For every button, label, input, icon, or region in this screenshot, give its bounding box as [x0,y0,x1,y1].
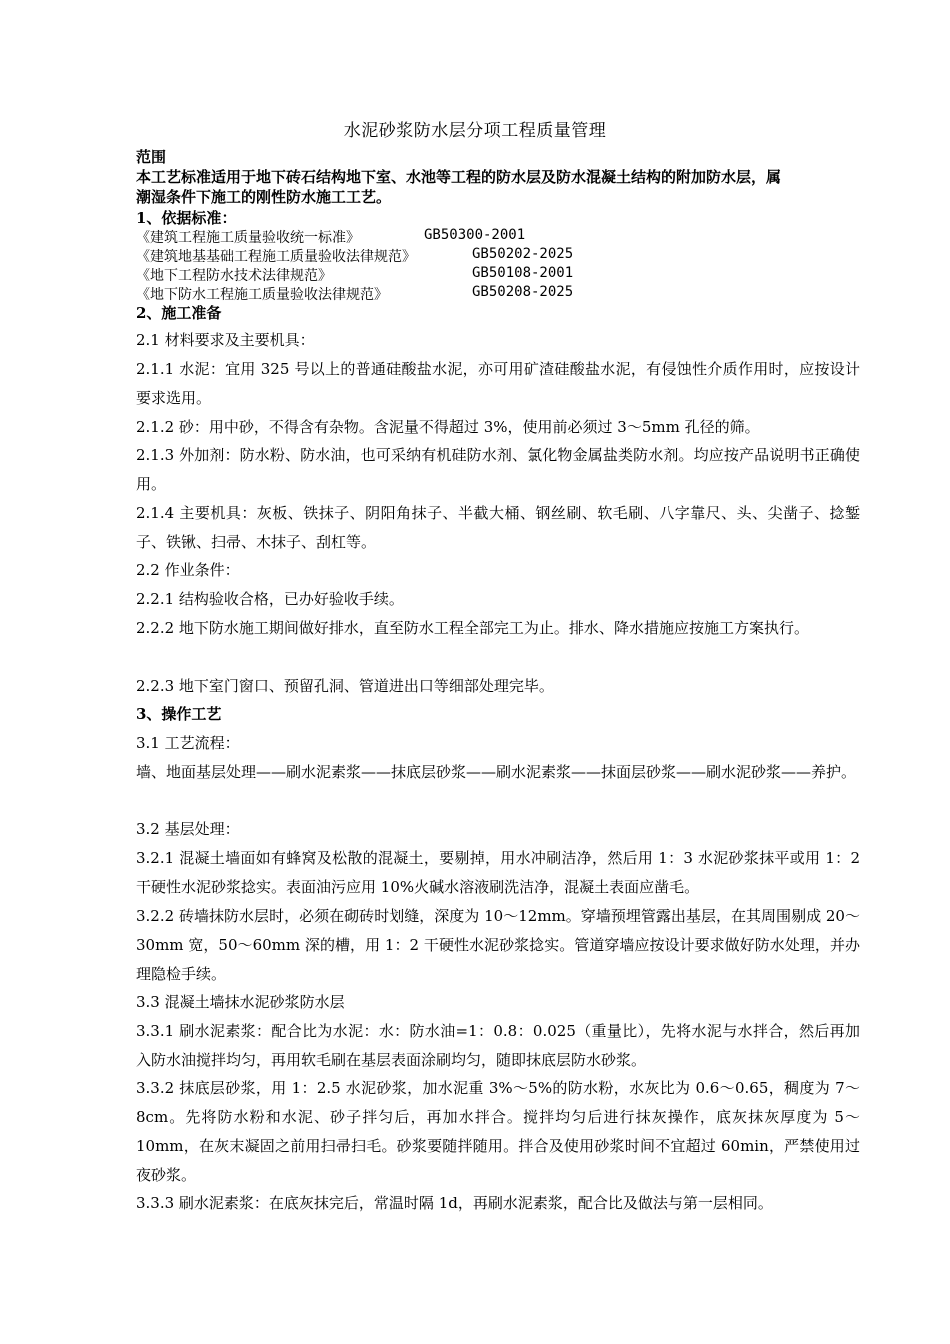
ops-heading: 3、操作工艺 [136,705,222,723]
standard-code: GB50108-2001 [472,265,574,281]
section-3-3-2: 3.3.2 抹底层砂浆，用 1：2.5 水泥砂浆，加水泥重 3%～5%的防水粉，水灰比为 0.6～0.65，稠度为 7～8cm。先将防水粉和水泥、砂子拌匀后，再加水拌合。搅拌均匀后进行抹灰操作，底灰抹灰厚度为 5～10mm，在灰末凝固之前用扫帚扫毛。砂浆要随拌随用。拌合及使用砂浆时间不宜超过 60min，严禁使用过夜砂浆。 [136,1079,860,1184]
section-3-2: 3.2 基层处理： [136,820,240,838]
standard-code: GB50202-2025 [472,246,574,262]
section-2-1-2: 2.1.2 砂：用中砂，不得含有杂物。含泥量不得超过 3%，使用前必须过 3～5mm 孔径的筛。 [136,418,760,436]
document-title: 水泥砂浆防水层分项工程质量管理 [343,121,607,141]
section-3-2-1: 3.2.1 混凝土墙面如有蜂窝及松散的混凝土，要剔掉，用水冲刷洁净，然后用 1：3 水泥砂浆抹平或用 1：2 干硬性水泥砂浆捻实。表面油污应用 10%火碱水溶液刷洗洁净，混凝土表面应凿毛。 [136,849,860,896]
section-3-3-3: 3.3.3 刷水泥素浆：在底灰抹完后，常温时隔 1d，再刷水泥素浆，配合比及做法与第一层相同。 [136,1194,773,1212]
standard-name: 《地下防水工程施工质量验收法律规范》 [136,287,388,303]
scope-heading: 范围 [136,148,167,166]
scope-text-line-1: 本工艺标准适用于地下砖石结构地下室、水池等工程的防水层及防水混凝土结构的附加防水层，属 [136,168,782,186]
section-2-1-4: 2.1.4 主要机具：灰板、铁抹子、阴阳角抹子、半截大桶、钢丝刷、软毛刷、八字靠尺、头、尖凿子、捻錾子、铁锹、扫帚、木抹子、刮杠等。 [136,504,860,551]
section-3-1-flow: 墙、地面基层处理——刷水泥素浆——抹底层砂浆——刷水泥素浆——抹面层砂浆——刷水泥砂浆——养护。 [136,763,857,781]
section-2-2-1: 2.2.1 结构验收合格，已办好验收手续。 [136,590,404,608]
section-3-2-2: 3.2.2 砖墙抹防水层时，必须在砌砖时划缝，深度为 10～12mm。穿墙预埋管露出基层，在其周围剔成 20～30mm 宽，50～60mm 深的槽，用 1：2 干硬性水泥砂浆捻实。管道穿墙应按设计要求做好防水处理，并办理隐检手续。 [136,907,860,983]
section-2-2-2: 2.2.2 地下防水施工期间做好排水，直至防水工程全部完工为止。排水、降水措施应按施工方案执行。 [136,619,809,637]
section-3-3: 3.3 混凝土墙抹水泥砂浆防水层 [136,993,345,1011]
standard-name: 《建筑地基基础工程施工质量验收法律规范》 [136,249,416,265]
basis-heading: 1、依据标准： [136,209,237,227]
scope-text-line-2: 潮湿条件下施工的刚性防水施工工艺。 [136,188,392,206]
section-2-2-3: 2.2.3 地下室门窗口、预留孔洞、管道进出口等细部处理完毕。 [136,677,554,695]
prep-heading: 2、施工准备 [136,304,222,322]
section-2-1: 2.1 材料要求及主要机具： [136,331,315,349]
standard-name: 《地下工程防水技术法律规范》 [136,268,332,284]
standard-code: GB50300-2001 [424,227,526,243]
section-3-3-1: 3.3.1 刷水泥素浆：配合比为水泥：水：防水油=1：0.8：0.025（重量比），先将水泥与水拌合，然后再加入防水油搅拌均匀，再用软毛刷在基层表面涂刷均匀，随即抹底层防水砂浆。 [136,1022,860,1069]
section-2-2: 2.2 作业条件： [136,561,240,579]
section-2-1-1: 2.1.1 水泥：宜用 325 号以上的普通硅酸盐水泥，亦可用矿渣硅酸盐水泥，有侵蚀性介质作用时，应按设计要求选用。 [136,360,860,407]
section-3-1: 3.1 工艺流程： [136,734,240,752]
section-2-1-3: 2.1.3 外加剂：防水粉、防水油，也可采纳有机硅防水剂、氯化物金属盐类防水剂。均应按产品说明书正确使用。 [136,446,860,493]
standard-name: 《建筑工程施工质量验收统一标准》 [136,230,360,246]
standard-code: GB50208-2025 [472,284,574,300]
